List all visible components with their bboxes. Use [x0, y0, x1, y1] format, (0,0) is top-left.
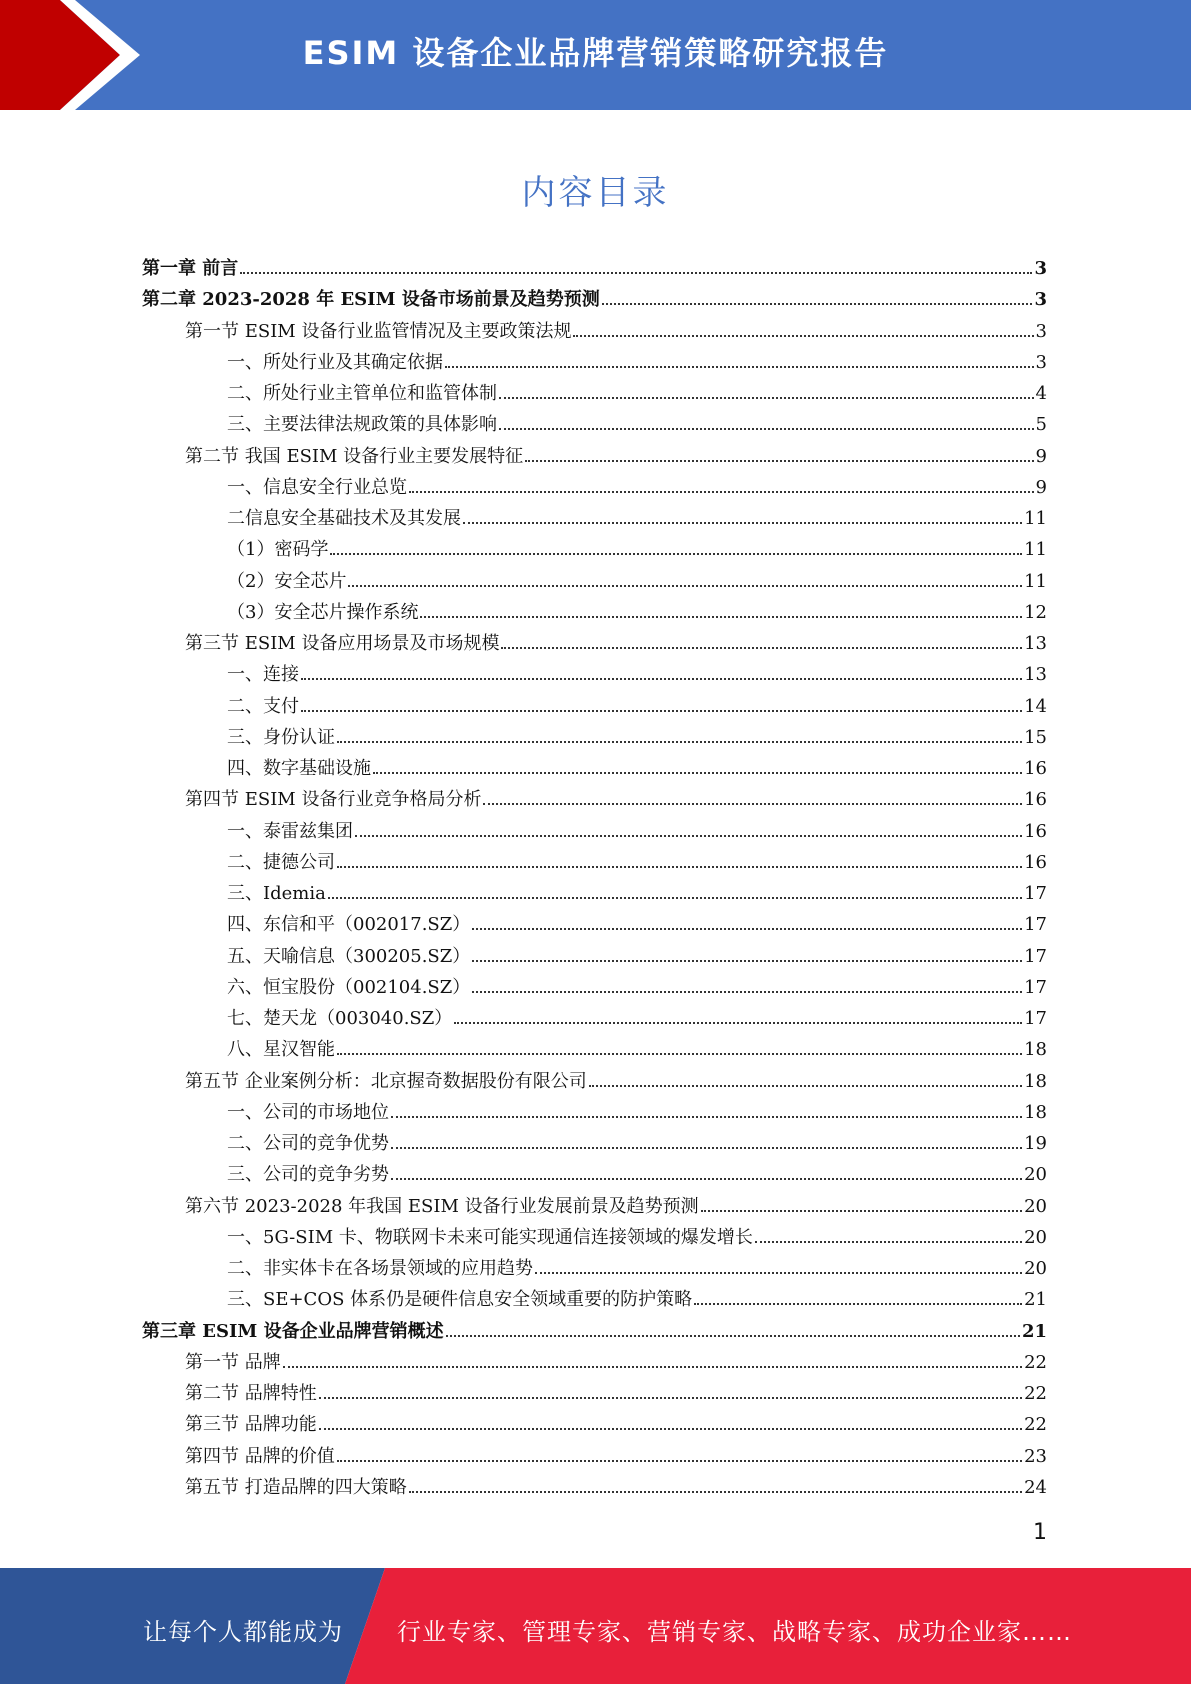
toc-entry-label: 第一节 品牌 — [185, 1351, 281, 1373]
toc-entry-page: 21 — [1021, 1320, 1047, 1342]
toc-entry-label: 六、恒宝股份（002104.SZ） — [227, 976, 471, 998]
toc-entry[interactable] — [142, 722, 1047, 753]
toc-entry-label: 第二节 品牌特性 — [185, 1383, 317, 1404]
toc-leader-dots — [701, 1196, 1022, 1212]
toc-entry-page: 11 — [1024, 539, 1047, 561]
toc-leader-dots — [463, 508, 1022, 524]
toc-entry[interactable] — [142, 347, 1047, 378]
toc-entry-page: 11 — [1024, 508, 1047, 529]
toc-entry[interactable] — [142, 1066, 1047, 1097]
toc-leader-dots — [301, 696, 1022, 712]
toc-entry[interactable] — [142, 909, 1047, 940]
toc-entry-label: 二、所处行业主管单位和监管体制 — [227, 383, 497, 404]
toc-leader-dots — [454, 1008, 1022, 1024]
toc-entry-page: 17 — [1024, 883, 1047, 904]
toc-entry-label: 第一章 前言 — [142, 258, 239, 279]
toc-entry[interactable] — [142, 628, 1047, 659]
toc-entry-label: 第三章 ESIM 设备企业品牌营销概述 — [142, 1320, 444, 1342]
page-number: 1 — [1033, 1520, 1047, 1545]
toc-entry-label: 第二章 2023-2028 年 ESIM 设备市场前景及趋势预测 — [142, 289, 600, 311]
toc-leader-dots — [301, 664, 1022, 680]
toc-entry-label: 二、非实体卡在各场景领域的应用趋势 — [227, 1258, 533, 1279]
toc-leader-dots — [348, 571, 1022, 587]
toc-leader-dots — [589, 1071, 1022, 1087]
toc-entry[interactable] — [142, 1472, 1047, 1503]
toc-leader-dots — [337, 1446, 1022, 1462]
toc-leader-dots — [472, 977, 1022, 993]
toc-entry-label: 二、捷德公司 — [227, 851, 335, 873]
toc-entry[interactable] — [142, 972, 1047, 1003]
toc-entry-label: 三、主要法律法规政策的具体影响 — [227, 414, 497, 436]
toc-leader-dots — [391, 1102, 1022, 1118]
toc-entry[interactable] — [142, 1378, 1047, 1409]
toc-entry-label: 第四节 ESIM 设备行业竞争格局分析 — [185, 789, 482, 811]
toc-entry-page: 19 — [1024, 1133, 1047, 1154]
toc-leader-dots — [330, 539, 1022, 555]
toc-leader-dots — [499, 414, 1034, 430]
toc-leader-dots — [328, 883, 1022, 899]
toc-entry[interactable] — [142, 1128, 1047, 1159]
toc-entry[interactable] — [142, 1003, 1047, 1034]
toc-entry-label: 四、数字基础设施 — [227, 758, 371, 779]
toc-leader-dots — [373, 758, 1022, 774]
toc-entry[interactable] — [142, 1097, 1047, 1128]
toc-entry[interactable] — [142, 1316, 1047, 1347]
toc-entry-label: 二、支付 — [227, 695, 299, 717]
toc-entry-page: 22 — [1024, 1351, 1047, 1373]
toc-entry-label: 二、公司的竞争优势 — [227, 1133, 389, 1154]
toc-entry[interactable] — [142, 1253, 1047, 1284]
toc-entry-page: 3 — [1034, 289, 1047, 311]
toc-entry[interactable] — [142, 659, 1047, 690]
toc-leader-dots — [501, 633, 1022, 649]
toc-entry[interactable] — [142, 597, 1047, 628]
toc-entry-page: 20 — [1024, 1195, 1047, 1217]
toc-entry[interactable] — [142, 534, 1047, 565]
toc-entry[interactable] — [142, 941, 1047, 972]
table-of-contents — [142, 253, 1047, 1503]
toc-leader-dots — [499, 383, 1034, 399]
toc-entry-label: 一、所处行业及其确定依据 — [227, 351, 443, 373]
toc-entry[interactable] — [142, 566, 1047, 597]
toc-entry[interactable] — [142, 691, 1047, 722]
toc-entry-page: 16 — [1024, 758, 1047, 779]
toc-entry-label: （2）安全芯片 — [227, 570, 347, 592]
toc-entry-page: 11 — [1024, 570, 1047, 592]
toc-entry[interactable] — [142, 284, 1047, 315]
toc-leader-dots — [283, 1352, 1022, 1368]
toc-entry-label: 第五节 企业案例分析：北京握奇数据股份有限公司 — [185, 1070, 587, 1092]
toc-entry[interactable] — [142, 1284, 1047, 1315]
toc-entry[interactable] — [142, 472, 1047, 503]
toc-entry-label: 第六节 2023-2028 年我国 ESIM 设备行业发展前景及趋势预测 — [185, 1195, 699, 1217]
toc-leader-dots — [337, 1039, 1022, 1055]
toc-leader-dots — [337, 727, 1022, 743]
toc-leader-dots — [573, 321, 1033, 337]
toc-entry-label: 二信息安全基础技术及其发展 — [227, 508, 461, 529]
report-title: ESIM 设备企业品牌营销策略研究报告 — [302, 34, 889, 72]
toc-leader-dots — [355, 821, 1022, 837]
toc-entry[interactable] — [142, 1159, 1047, 1190]
toc-entry-page: 18 — [1024, 1101, 1047, 1123]
toc-entry[interactable] — [142, 1441, 1047, 1472]
toc-entry-page: 3 — [1035, 320, 1047, 342]
toc-entry[interactable] — [142, 1222, 1047, 1253]
header-band — [0, 0, 1191, 110]
toc-entry-label: 一、泰雷兹集团 — [227, 820, 353, 842]
toc-entry-page: 9 — [1035, 445, 1047, 467]
toc-entry-page: 22 — [1024, 1383, 1047, 1404]
toc-entry-page: 20 — [1024, 1164, 1047, 1186]
toc-entry-label: 第一节 ESIM 设备行业监管情况及主要政策法规 — [185, 320, 572, 342]
toc-entry-page: 22 — [1024, 1414, 1047, 1436]
footer-band — [0, 1568, 1191, 1684]
toc-entry-label: 第三节 品牌功能 — [185, 1414, 317, 1436]
toc-entry[interactable] — [142, 253, 1047, 284]
toc-entry[interactable] — [142, 378, 1047, 409]
toc-leader-dots — [446, 1321, 1020, 1337]
toc-entry[interactable] — [142, 441, 1047, 472]
toc-heading: 内容目录 — [521, 173, 670, 213]
toc-entry[interactable] — [142, 816, 1047, 847]
toc-entry-page: 15 — [1024, 726, 1047, 748]
toc-entry-label: 第五节 打造品牌的四大策略 — [185, 1476, 407, 1498]
toc-entry-label: 四、东信和平（002017.SZ） — [227, 914, 471, 936]
toc-leader-dots — [755, 1227, 1022, 1243]
toc-entry[interactable] — [142, 847, 1047, 878]
toc-entry-label: 第四节 品牌的价值 — [185, 1445, 335, 1467]
toc-leader-dots — [472, 914, 1022, 930]
toc-entry-page: 24 — [1024, 1476, 1047, 1498]
toc-entry-label: 三、SE+COS 体系仍是硬件信息安全领域重要的防护策略 — [227, 1289, 693, 1311]
toc-entry-page: 21 — [1024, 1289, 1047, 1311]
toc-entry-page: 4 — [1035, 383, 1047, 404]
toc-entry-page: 3 — [1035, 351, 1047, 373]
toc-entry-label: （3）安全芯片操作系统 — [227, 601, 419, 623]
toc-entry[interactable] — [142, 784, 1047, 815]
toc-leader-dots — [445, 352, 1034, 368]
toc-leader-dots — [319, 1414, 1022, 1430]
toc-entry[interactable] — [142, 753, 1047, 784]
toc-entry[interactable] — [142, 1409, 1047, 1440]
toc-entry-label: 八、星汉智能 — [227, 1039, 335, 1061]
toc-entry-page: 3 — [1034, 258, 1047, 279]
toc-entry[interactable] — [142, 503, 1047, 534]
toc-entry[interactable] — [142, 1034, 1047, 1065]
toc-leader-dots — [337, 852, 1022, 868]
toc-entry-label: 三、公司的竞争劣势 — [227, 1164, 389, 1186]
toc-entry-page: 17 — [1024, 914, 1047, 936]
toc-entry-label: 第三节 ESIM 设备应用场景及市场规模 — [185, 633, 500, 654]
toc-entry-page: 23 — [1024, 1445, 1047, 1467]
toc-leader-dots — [391, 1164, 1022, 1180]
toc-leader-dots — [409, 477, 1034, 493]
toc-entry-page: 17 — [1024, 1008, 1047, 1029]
toc-entry[interactable] — [142, 316, 1047, 347]
toc-leader-dots — [319, 1383, 1022, 1399]
toc-entry-page: 5 — [1035, 414, 1047, 436]
toc-entry-page: 14 — [1024, 695, 1047, 717]
toc-entry-page: 16 — [1024, 789, 1047, 811]
toc-entry-label: （1）密码学 — [227, 539, 329, 561]
toc-entry-label: 第二节 我国 ESIM 设备行业主要发展特征 — [185, 445, 524, 467]
toc-entry-page: 20 — [1024, 1258, 1047, 1279]
footer-slogan-right: 行业专家、管理专家、营销专家、战略专家、成功企业家…… — [397, 1618, 1072, 1646]
toc-entry-label: 五、天喻信息（300205.SZ） — [227, 945, 471, 967]
toc-entry-page: 13 — [1024, 664, 1047, 686]
toc-leader-dots — [483, 789, 1022, 805]
toc-entry-page: 17 — [1024, 945, 1047, 967]
toc-entry-page: 9 — [1035, 476, 1047, 498]
toc-entry-label: 一、公司的市场地位 — [227, 1101, 389, 1123]
footer-slogan-left: 让每个人都能成为 — [143, 1618, 343, 1646]
toc-entry[interactable] — [142, 1191, 1047, 1222]
toc-leader-dots — [602, 289, 1033, 305]
toc-leader-dots — [694, 1289, 1022, 1305]
toc-leader-dots — [420, 602, 1022, 618]
toc-entry-page: 17 — [1024, 976, 1047, 998]
toc-entry-page: 18 — [1024, 1039, 1047, 1061]
toc-entry-label: 三、Idemia — [227, 883, 326, 904]
toc-entry-label: 一、连接 — [227, 664, 299, 686]
toc-entry-page: 18 — [1024, 1070, 1047, 1092]
toc-leader-dots — [472, 946, 1022, 962]
toc-entry-label: 三、身份认证 — [227, 726, 335, 748]
toc-leader-dots — [240, 258, 1032, 274]
toc-entry-page: 16 — [1024, 851, 1047, 873]
toc-leader-dots — [409, 1477, 1022, 1493]
toc-leader-dots — [535, 1258, 1022, 1274]
toc-entry[interactable] — [142, 878, 1047, 909]
toc-entry[interactable] — [142, 1347, 1047, 1378]
toc-leader-dots — [525, 446, 1033, 462]
toc-entry-page: 13 — [1024, 633, 1047, 654]
toc-entry-page: 20 — [1024, 1226, 1047, 1248]
toc-entry-label: 一、信息安全行业总览 — [227, 476, 407, 498]
header-arrow-decoration — [0, 0, 160, 110]
toc-leader-dots — [391, 1133, 1022, 1149]
toc-entry-label: 七、楚天龙（003040.SZ） — [227, 1008, 453, 1029]
toc-entry-label: 一、5G-SIM 卡、物联网卡未来可能实现通信连接领域的爆发增长 — [227, 1226, 753, 1248]
toc-entry-page: 12 — [1024, 601, 1047, 623]
toc-entry[interactable] — [142, 409, 1047, 440]
toc-entry-page: 16 — [1024, 820, 1047, 842]
